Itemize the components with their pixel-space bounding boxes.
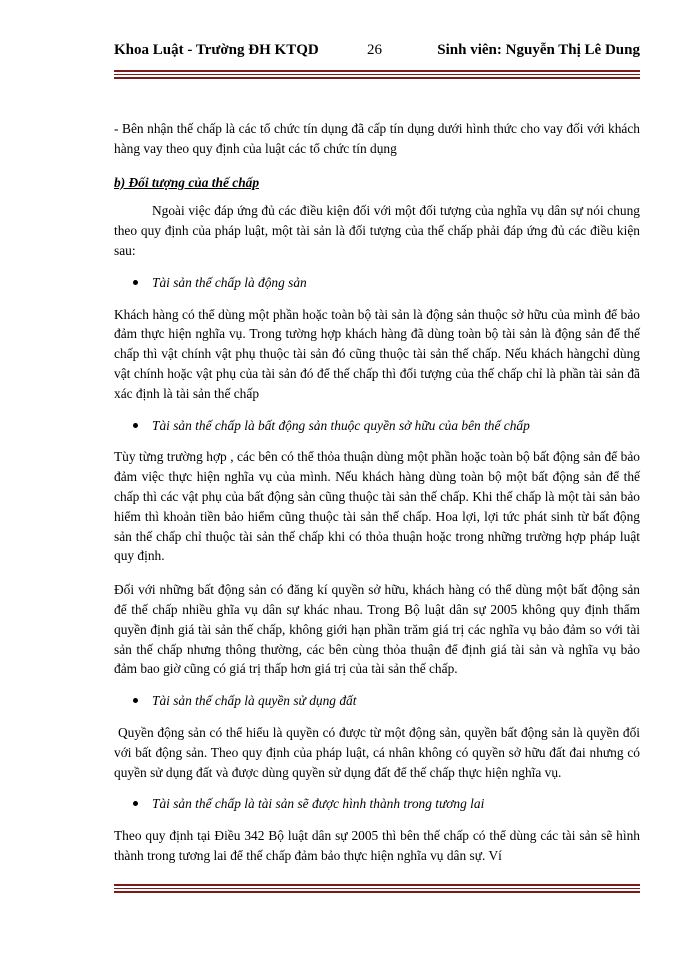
bullet-icon bbox=[133, 280, 138, 285]
bullet-icon bbox=[133, 423, 138, 428]
bullet-text: Tài sản thế chấp là bất động sản thuộc quyền sở hữu của bên thế chấp bbox=[152, 417, 530, 433]
paragraph-intro: - Bên nhận thế chấp là các tổ chức tín dụng đã cấp tín dụng dưới hình thức cho vay đối với khách hàng vay theo quy định của luật các tổ chức tín dụng bbox=[114, 121, 640, 156]
bullet-item bbox=[114, 416, 640, 436]
paragraph: Tùy từng trường hợp , các bên có thể thỏa thuận dùng một phần hoặc toàn bộ bất động sản để bảo đảm việc thực hiện nghĩa vụ của mình. Nếu khách hàng dùng toàn bộ một bất động sản để thế chấp thì các vật phụ của bất động sản cũng thuộc tài sản thế chấp. Khi thế chấp là một tài sản bảo hiểm thì khoản tiền bảo hiểm cũng thuộc tài sản thế chấp. Hoa lợi, lợi tức phát sinh từ bất động sản thế chấp chỉ thuộc tài sản thế chấp khi có thỏa thuận hoặc trong những trường hợp pháp luật quy định. bbox=[114, 449, 640, 564]
paragraph: Ngoài việc đáp ứng đủ các điều kiện đối với một đối tượng của nghĩa vụ dân sự nói chung theo quy định của pháp luật, một tài sản là đối tượng của thế chấp phải đáp ứng đủ các điều kiện sau: bbox=[114, 203, 640, 258]
bullet-item bbox=[114, 691, 640, 711]
bullet-item bbox=[114, 794, 640, 814]
bullet-text: Tài sản thế chấp là tài sản sẽ được hình thành trong tương lai bbox=[152, 796, 485, 812]
bullet-icon bbox=[133, 801, 138, 806]
page-number: 26 bbox=[367, 42, 382, 58]
page-body bbox=[114, 119, 640, 866]
bullet-text: Tài sản thế chấp là quyền sử dụng đất bbox=[152, 693, 357, 709]
header-faculty: Khoa Luật - Trường ĐH KTQD bbox=[114, 42, 319, 58]
header-student: Sinh viên: Nguyễn Thị Lê Dung bbox=[437, 42, 640, 58]
paragraph: Theo quy định tại Điều 342 Bộ luật dân sự 2005 thì bên thế chấp có thể dùng các tài sản sẽ hình thành trong tương lai để thế chấp đảm bảo thực hiện nghĩa vụ dân sự. Ví bbox=[114, 828, 640, 863]
bullet-item bbox=[114, 273, 640, 293]
bullet-icon bbox=[133, 698, 138, 703]
section-heading: b) Đối tượng của thế chấp bbox=[114, 174, 260, 190]
page-header bbox=[114, 42, 640, 62]
header-rule bbox=[114, 70, 640, 79]
bullet-text: Tài sản thế chấp là động sản bbox=[152, 274, 307, 290]
footer-rule bbox=[114, 884, 640, 893]
paragraph: Đối với những bất động sản có đăng kí quyền sở hữu, khách hàng có thể dùng một bất động sản để thế chấp nhiều ghĩa vụ dân sự khác nhau. Trong Bộ luật dân sự 2005 không quy định thẩm quyền định giá tài sản thế chấp, không giới hạn phần trăm giá trị các nghĩa vụ bảo đảm so với tài sản thế chấp nhưng thông thường, các bên cùng thỏa thuận để định giá tài sản và nghĩa vụ bảo đảm bao giờ cũng có giá trị thấp hơn giá trị của tài sản thế chấp. bbox=[114, 582, 640, 677]
paragraph: Khách hàng có thể dùng một phần hoặc toàn bộ tài sản là động sản thuộc sở hữu của mình để bảo đảm thực hiện nghĩa vụ. Trong tường hợp khách hàng đã dùng toàn bộ tài sản là động sản để thế chấp thì vật chính vật phụ thuộc tài sản đó cũng thuộc tài sản thế chấp. Nếu khách hàngchỉ dùng vật chính hoặc vật phụ của tài sản đó để thế chấp thì đối tượng của thế chấp chỉ là phần tài sản đã xác định là tài sản thế chấp bbox=[114, 306, 640, 401]
paragraph: Quyền động sản có thể hiểu là quyền có được từ một động sản, quyền bất động sản là quyền đối với bất động sản. Theo quy định của pháp luật, cá nhân không có quyền sở hữu đất đai nhưng có quyền sử dụng đất và được dùng quyền sử dụng đất để thế chấp thực hiện nghĩa vụ. bbox=[114, 724, 640, 780]
